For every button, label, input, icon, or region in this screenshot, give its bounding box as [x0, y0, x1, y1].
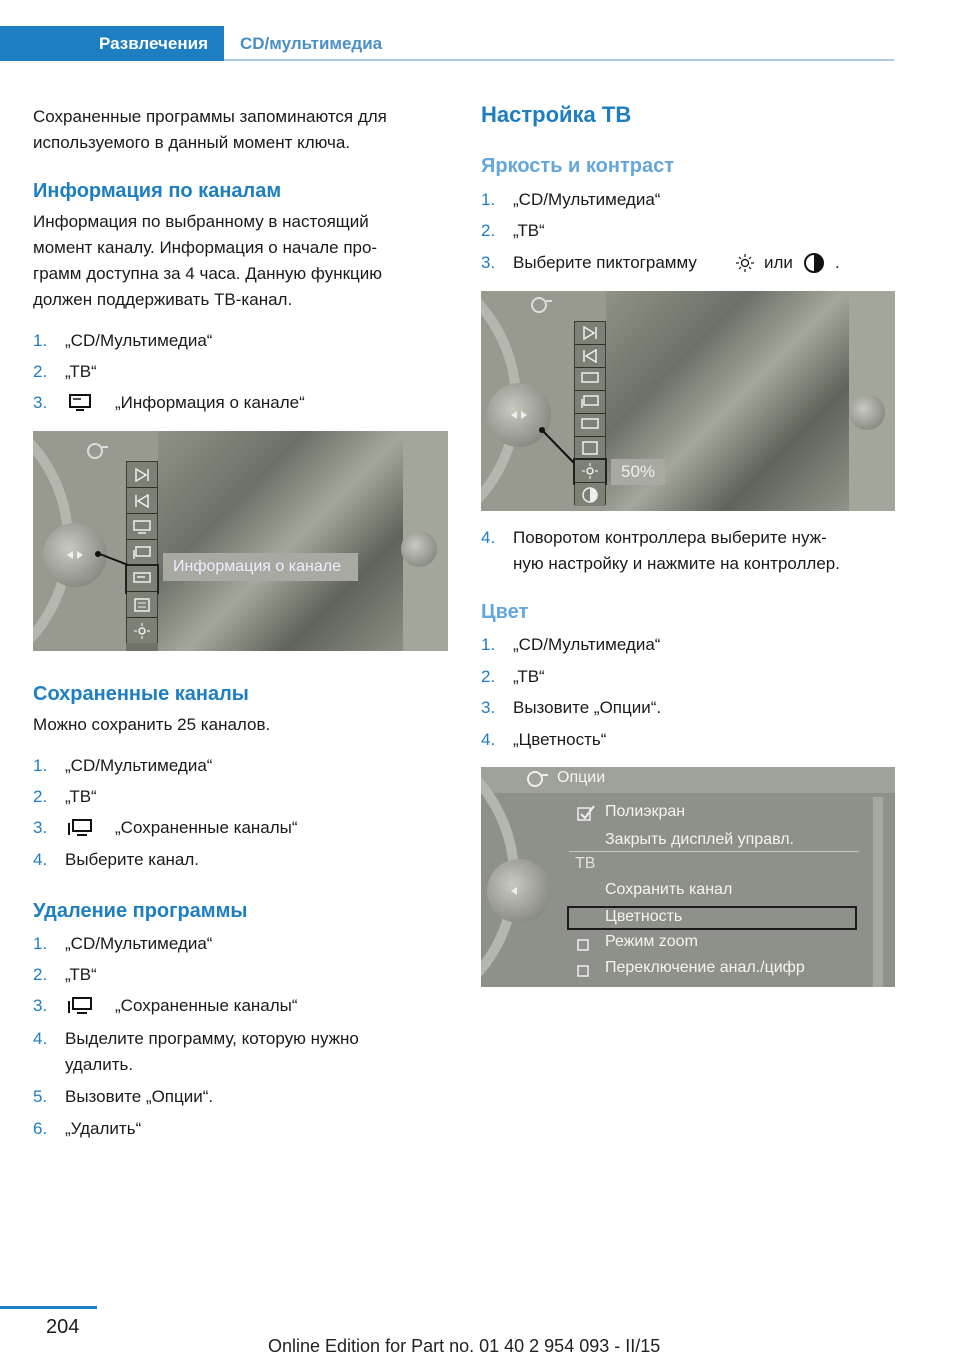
paragraph-line: грамм доступна за 4 часа. Данную функцию [33, 264, 383, 283]
saved-channels-paragraph: Можно сохранить 25 каналов. [33, 715, 271, 734]
intro-line: Сохраненные программы запоминаются для [33, 107, 387, 126]
saved-channels-icon [67, 817, 93, 845]
step-number: 2. [481, 221, 496, 240]
step-text: „Информация о канале“ [115, 393, 305, 412]
saved-channels-icon [575, 391, 605, 414]
step-text: „ТВ“ [513, 221, 545, 240]
step-text: „CD/Мультимедиа“ [513, 635, 661, 654]
pointer-line [95, 551, 165, 571]
list-item [33, 328, 443, 354]
heading-saved-channels: Сохраненные каналы [33, 683, 249, 705]
tooltip-channel-info: Информация о канале [163, 553, 358, 581]
checkbox-icon [577, 964, 589, 982]
tv-picture [158, 431, 433, 651]
option-item[interactable]: Режим zoom [605, 933, 698, 950]
step-text: Выберите канал. [65, 850, 200, 869]
options-icon [529, 295, 553, 320]
tv-menu-column [574, 321, 606, 505]
heading-color: Цвет [481, 601, 529, 623]
list-item [33, 1026, 443, 1052]
step-number: 4. [481, 730, 496, 749]
teletext-icon [127, 592, 157, 618]
list-item [33, 962, 443, 988]
options-icon [85, 441, 109, 466]
intro-line: используемого в данный момент ключа. [33, 133, 351, 152]
step-text: „Сохраненные каналы“ [115, 818, 298, 837]
saved-channels-icon [67, 995, 93, 1023]
list-item [33, 1052, 443, 1078]
step-number: 3. [33, 818, 48, 837]
list-item [33, 784, 443, 810]
header-divider [224, 59, 894, 61]
list-item [33, 1084, 443, 1110]
list-item [33, 993, 443, 1019]
list-item [33, 753, 443, 779]
step-text: или [764, 253, 793, 272]
channel-info-icon [67, 392, 93, 420]
next-track-icon [127, 462, 157, 488]
tab-entertainment[interactable]: Развлечения [0, 26, 224, 61]
scrollbar[interactable] [873, 797, 883, 987]
paragraph-line: момент каналу. Информация о начале про- [33, 238, 378, 257]
list-item [481, 250, 891, 276]
step-number: 1. [33, 934, 48, 953]
secondary-controller-icon [849, 394, 885, 430]
step-text: „ТВ“ [65, 965, 97, 984]
step-text: „Цветность“ [513, 730, 607, 749]
screenshot-brightness [481, 291, 895, 511]
step-text: Выберите пиктограмму [513, 253, 697, 272]
step-number: 1. [33, 331, 48, 350]
options-title: Опции [557, 769, 606, 786]
step-number: 4. [33, 850, 48, 869]
step-number: 2. [33, 965, 48, 984]
option-item[interactable]: Сохранить канал [605, 881, 733, 898]
channel-info-paragraph [33, 209, 382, 313]
contrast-icon [803, 252, 825, 282]
step-text: „CD/Мультимедиа“ [65, 934, 213, 953]
secondary-controller-icon [401, 531, 437, 567]
screenshot-options-menu [481, 767, 895, 987]
step-number: 3. [33, 393, 48, 412]
footer-line [0, 1306, 97, 1309]
menu-divider [569, 851, 859, 852]
step-number: 2. [481, 667, 496, 686]
step-text: „Сохраненные каналы“ [115, 996, 298, 1015]
brightness-icon [127, 618, 157, 644]
checkbox-icon [577, 938, 589, 956]
step-text: ную настройку и нажмите на контроллер. [513, 554, 840, 573]
checked-icon [577, 805, 595, 826]
step-number: 1. [33, 756, 48, 775]
option-item[interactable]: Полиэкран [605, 803, 686, 820]
heading-brightness-contrast: Яркость и контраст [481, 155, 675, 177]
list-item [33, 931, 443, 957]
step-text: Выделите программу, которую нужно [65, 1029, 359, 1048]
heading-channel-info: Информация по каналам [33, 180, 282, 202]
channel-info-icon [575, 414, 605, 437]
next-track-icon [575, 322, 605, 345]
step-text: „CD/Мультимедиа“ [65, 331, 213, 350]
step-number: 5. [33, 1087, 48, 1106]
option-group-label: ТВ [575, 855, 596, 872]
heading-tv-settings: Настройка ТВ [481, 102, 632, 127]
list-item [33, 1116, 443, 1142]
intro-paragraph [33, 104, 387, 156]
step-number: 2. [33, 362, 48, 381]
step-number: 3. [481, 253, 496, 272]
step-text: „ТВ“ [513, 667, 545, 686]
step-number: 6. [33, 1119, 48, 1138]
list-item [481, 664, 891, 690]
step-text: Вызовите „Опции“. [65, 1087, 214, 1106]
screenshot-channel-info [33, 431, 448, 651]
step-number: 4. [481, 528, 496, 547]
option-item[interactable]: Переключение анал./цифр [605, 959, 805, 976]
step-text: . [835, 253, 840, 272]
step-text: „ТВ“ [65, 787, 97, 806]
list-item [33, 815, 443, 841]
prev-track-icon [127, 488, 157, 514]
paragraph-line: Информация по выбранному в настоящий [33, 212, 369, 231]
tv-list-icon [575, 368, 605, 391]
step-number: 4. [33, 1029, 48, 1048]
list-item [33, 390, 443, 416]
list-item [481, 632, 891, 658]
brightness-value: 50% [611, 459, 665, 485]
prev-track-icon [575, 345, 605, 368]
list-item [481, 525, 901, 577]
teletext-icon [575, 437, 605, 460]
step-text: удалить. [65, 1055, 134, 1074]
step-number: 3. [481, 698, 496, 717]
pointer-line [539, 427, 579, 467]
paragraph-line: должен поддерживать ТВ-канал. [33, 290, 293, 309]
tab-cd-multimedia[interactable]: CD/мультимедиа [240, 34, 383, 53]
step-text: „ТВ“ [65, 362, 97, 381]
step-text: „CD/Мультимедиа“ [65, 756, 213, 775]
option-item[interactable]: Закрыть дисплей управл. [605, 831, 794, 848]
step-text: Поворотом контроллера выберите нуж- [513, 528, 827, 547]
step-number: 1. [481, 635, 496, 654]
step-text: „CD/Мультимедиа“ [513, 190, 661, 209]
list-item [481, 727, 891, 753]
list-item [481, 695, 891, 721]
tv-list-icon [127, 514, 157, 540]
options-icon [525, 769, 549, 794]
contrast-cell [126, 643, 158, 651]
step-text: Вызовите „Опции“. [513, 698, 662, 717]
list-item [33, 847, 443, 873]
controller-icon [487, 859, 551, 923]
brightness-icon [575, 460, 605, 483]
option-item-selected[interactable]: Цветность [605, 908, 683, 925]
step-number: 2. [33, 787, 48, 806]
edition-text: Online Edition for Part no. 01 40 2 954 093 - II/15 [268, 1336, 661, 1356]
contrast-icon [575, 483, 605, 506]
brightness-icon [735, 253, 755, 281]
page-number: 204 [46, 1316, 80, 1338]
list-item [481, 218, 891, 244]
list-item [33, 359, 443, 385]
step-number: 1. [481, 190, 496, 209]
step-text: „Удалить“ [65, 1119, 142, 1138]
list-item [481, 187, 891, 213]
step-number: 3. [33, 996, 48, 1015]
heading-delete-program: Удаление программы [33, 900, 248, 922]
